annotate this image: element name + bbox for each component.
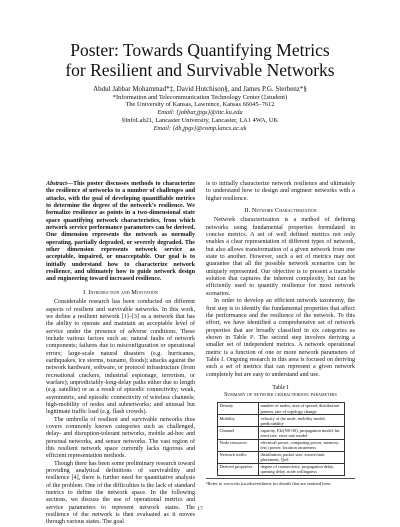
table-cell-parameters: number of nodes, area of spread, distribution pattern, rate of topology change xyxy=(258,402,344,414)
table-cell-category: Node resources xyxy=(217,439,258,451)
paper-title xyxy=(40,40,360,80)
section-2-paragraph-2: In order to develop an efficient network taxonomy, the first step is to identify the fundamental properties that affect the performance and the resilience of the network. To this effort, we have identified a comprehensive set of network properties that are broadly classified in six categories as shown in Table I¹. The second step involves deriving a smaller set of independent metrics. A network operational metric is a function of one or more network parameters of Table I. Ongoing research in this area is focused on deriving such a set of metrics that can represent a given network completely but are easy to understand and use. xyxy=(206,298,355,378)
table-cell-parameters: velocity of the node, mobility model, predictability xyxy=(258,415,344,427)
continued-paragraph: is to initially characterize network resilience and ultimately to understand how to design and engineer networks with a higher resilience. xyxy=(206,181,355,202)
parameters-table-body xyxy=(217,402,344,475)
affiliation-1-line-1: *Information and Telecommunication Technology Center (‡student) xyxy=(112,93,288,101)
table-caption-block xyxy=(206,385,355,399)
right-column xyxy=(206,181,355,476)
table-cell-parameters: electrical power, computing power, memory, (etc) power, location awareness xyxy=(258,439,344,451)
section-1-paragraph-1: Considerable research has been conducted on different aspects of resilient and survivable networks. In this work, we define a resilient network [1]–[3] as a network that has the ability to operate and maintain an acceptable level of service under the presence of adverse conditions. These include various factors such as: natural faults of network components; failures due to misconfiguration or operational errors; large-scale natural disasters (e.g. hurricanes, earthquakes, ice storms, tsunami, floods); attacks against the network hardware, software, or protocol infrastructure (from recreational crackers, industrial espionage, terrorism, or warfare); unpredictably-long-delay paths either due to length (e.g. satellite) or as a result of episodic connectivity; weak, asymmetric, and episodic connectivity of wireless channels; high-mobility of nodes and subnetworks; and unusual but legitimate traffic load (e.g. flash crowds). xyxy=(46,299,195,416)
table-row xyxy=(217,439,344,451)
affiliation-1-line-2: The University of Kansas, Lawrence, Kansas 66045–7612 xyxy=(125,101,275,109)
affiliation-2-line-1: §InfoLab21, Lancaster University, Lancaster, LA1 4WA, UK xyxy=(121,116,279,124)
affiliation-2-email: Email: {dh,jpgs}@comp.lancs.ac.uk xyxy=(153,124,247,132)
section-1-heading: I. Introduction and Motivation xyxy=(83,288,158,296)
table-row xyxy=(217,451,344,463)
parameters-table xyxy=(217,402,345,476)
table-label: Table I xyxy=(272,384,289,391)
table-cell-parameters: degree of connectivity, propagation delay, queuing delay, node willingness xyxy=(258,463,344,475)
abstract xyxy=(46,181,195,284)
title-line-1: Poster: Towards Quantifying Metrics xyxy=(70,40,330,60)
section-2-heading: II. Network Characterization xyxy=(244,207,317,215)
affiliation-1-email: Email: {jabbar,jpgs}@ittc.ku.edu xyxy=(157,109,243,117)
section-1-paragraph-2: The umbrella of resilient and survivable networks thus covers commonly known categories such as challenged, delay- and disruption-tolerant networks, mobile ad-hoc and personal networks, and sensor networks. The vast region of this resilient network space currently lacks rigorous and efficient representation methods. xyxy=(46,416,195,460)
footnote: ¹Refer to www.ittc.ku.edu/resilinets for details that are omitted here. xyxy=(206,478,355,487)
table-row xyxy=(217,402,344,414)
table-cell-parameters: capacity, Eb/(N0+I0), propagation model, bit error rate, error rate model xyxy=(258,427,344,439)
author-block xyxy=(60,86,340,132)
table-cell-category: Network traffic xyxy=(217,451,258,463)
section-1-paragraph-3: Though there has been some preliminary research toward providing analytical definitions of survivability and resilience [4], there is further need for quantitative analysis of the problem. One of the difficulties is the lack of standard metrics to define the network space. In the following sections, we discuss the use of operational metrics and service parameters to represent network states. The resilience of the network is then evaluated as it moves through various states. The goal xyxy=(46,460,195,526)
title-line-2: for Resilient and Survivable Networks xyxy=(65,60,335,80)
left-column xyxy=(46,181,195,527)
table-cell-category: Density xyxy=(217,402,258,414)
table-row xyxy=(217,415,344,427)
abstract-label: Abstract xyxy=(46,181,67,187)
table-cell-category: Channel xyxy=(217,427,258,439)
author-names: Abdul Jabbar Mohammad*‡, David Hutchison§, and James P.G. Sterbenz*§ xyxy=(93,85,307,93)
page-number: 17 xyxy=(197,506,203,512)
table-cell-category: Mobility xyxy=(217,415,258,427)
table-row xyxy=(217,463,344,475)
abstract-text: —This poster discusses methods to characterize the resilience of networks to a number of challenges and attacks, with the goal of developing quantifiable metrics to determine the degree of the network’s resilience. We formalize resilience as points in a two-dimensional state space quantifying network characteristics, from which network service performance parameters can be derived. One dimension represents the network as normally operating, partially degraded, or severely degraded. The other dimension represents network service as acceptable, impaired, or unacceptable. Our goal is to initially understand how to characterize network resilience, and ultimately how to guide network design and engineering toward increased resilience. xyxy=(46,181,195,283)
table-caption: Summary of network characteristic parameters xyxy=(224,391,337,398)
table-cell-category: Derived properties xyxy=(217,463,258,475)
table-row xyxy=(217,427,344,439)
table-cell-parameters: distribution, packet size, source/sink placement, QoS xyxy=(258,451,344,463)
section-2-paragraph-1: Network characterization is a method of defining networks using fundamental properties formulated in concise metrics. A set of well defined metrics not only enables a clear representation of different types of network, but also allows transformation of a given network from one state to another. However, such a set of metrics may not guarantee that all the possible network scenarios can be uniquely represented. Our objective is to present a tractable solution that captures the inherent complexity, but can be efficiently used to quantify resilience for most network scenarios. xyxy=(206,217,355,297)
